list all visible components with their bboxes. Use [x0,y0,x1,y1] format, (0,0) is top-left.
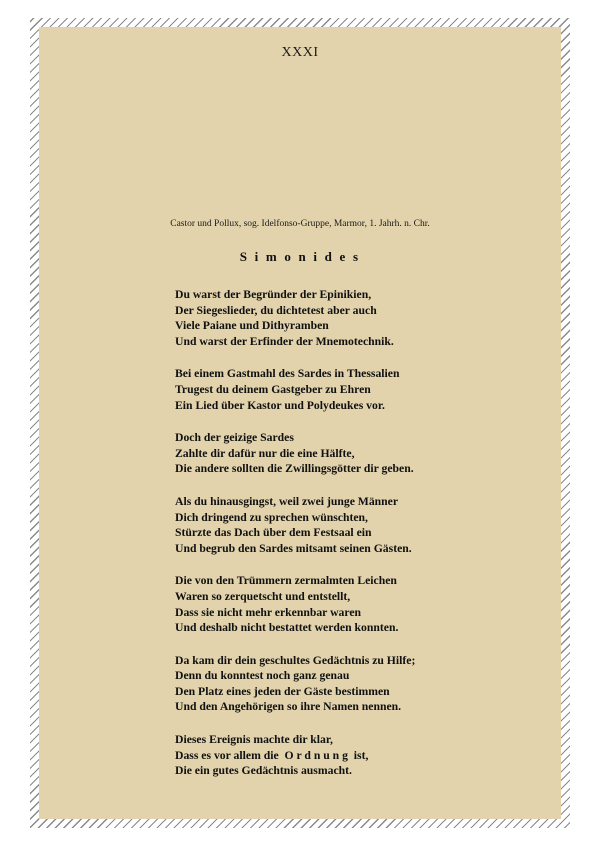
poem-line: Und begrub den Sardes mitsamt seinen Gästen. [175,541,412,555]
stanza [175,732,561,779]
poem-line: Die andere sollten die Zwillingsgötter dir geben. [175,462,414,476]
stanza [175,287,561,349]
stanza [175,653,561,715]
stanza [175,430,561,477]
stanza [175,573,561,635]
poem-line: Dass es vor allem die O r d n u n g ist, [175,748,369,762]
poem-line: Den Platz eines jeden der Gäste bestimmen [175,684,390,698]
poem-line: Ein Lied über Kastor und Polydeukes vor. [175,398,385,412]
poem-line: Da kam dir dein geschultes Gedächtnis zu Hilfe; [175,653,416,667]
poem-line: Als du hinausgingst, weil zwei junge Männer [175,494,399,508]
figure-caption: Castor und Pollux, sog. Idelfonso-Gruppe, Marmor, 1. Jahrh. n. Chr. [170,219,430,229]
poem-line: Viele Paiane und Dithyramben [175,319,329,333]
poem-line: Die ein gutes Gedächtnis ausmacht. [175,764,352,778]
poem-line: Bei einem Gastmahl des Sardes in Thessalien [175,367,400,381]
poem-line: Dieses Ereignis machte dir klar, [175,733,333,747]
page-sheet [39,27,561,819]
poem-line: Waren so zerquetscht und entstellt, [175,589,351,603]
poem-line: Stürzte das Dach über dem Festsaal ein [175,526,372,540]
poem-line: Dass sie nicht mehr erkennbar waren [175,605,362,619]
poem-line: Dich dringend zu sprechen wünschten, [175,510,368,524]
folio-number: XXXI [281,45,319,60]
poem-line: Und den Angehörigen so ihre Namen nennen. [175,700,402,714]
poem-line: Und warst der Erfinder der Mnemotechnik. [175,334,394,348]
poem-body [39,287,561,779]
poem-line: Du warst der Begründer der Epinikien, [175,288,372,301]
poem-title: S i m o n i d e s [239,249,361,264]
poem-line: Denn du konntest noch ganz genau [175,669,350,683]
stanza [175,366,561,413]
poem-line: Trugest du deinem Gastgeber zu Ehren [175,382,371,396]
poem-line: Der Siegeslieder, du dichtetest aber auch [175,303,377,317]
poem-line: Und deshalb nicht bestattet werden konnten. [175,621,399,635]
stanza [175,494,561,556]
poem-line: Doch der geizige Sardes [175,431,294,445]
illustration-placeholder [39,61,561,211]
poem-line: Die von den Trümmern zermalmten Leichen [175,574,397,588]
poem-line: Zahlte dir dafür nur die eine Hälfte, [175,446,355,460]
